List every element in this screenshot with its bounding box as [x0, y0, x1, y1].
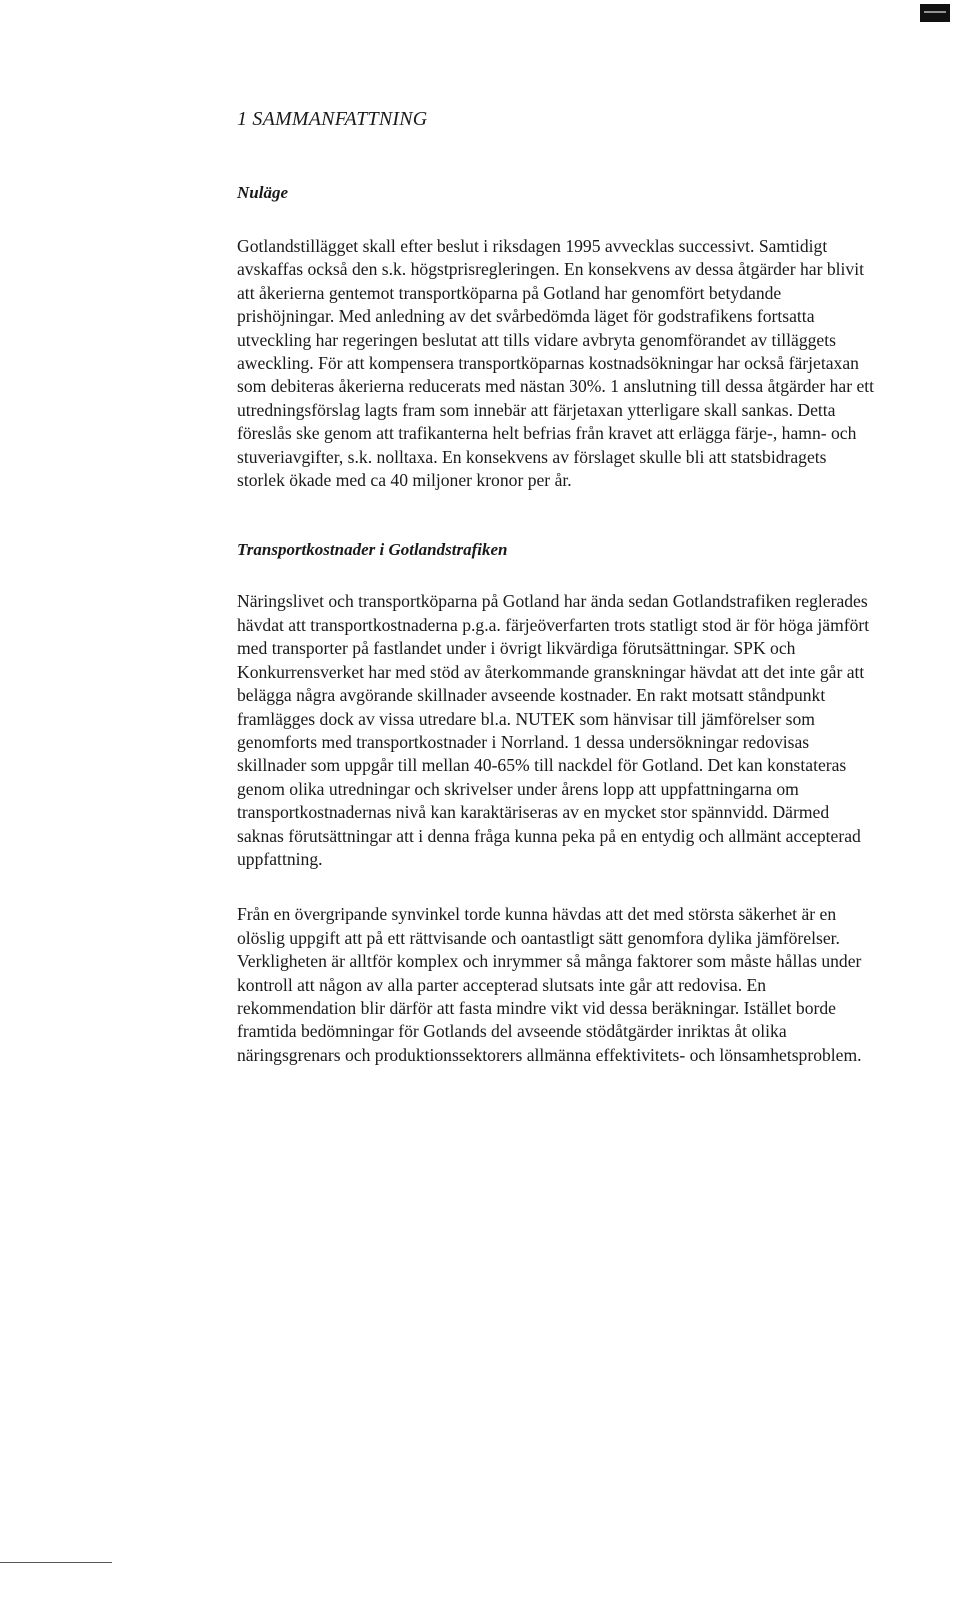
paragraph-transportkostnader-2: Från en övergripande synvinkel torde kunna hävdas att det med största säkerhet är en olöslig uppgift att på ett rättvisande och oantastligt sätt genomfora dylika jämförelser. Verkligheten är alltför komplex och inrymmer så många faktorer som måste hållas under kontroll att någon av alla parter accepterad slutsats inte går att redovisa. En rekommendation blir därför att fasta mindre vikt vid dessa beräkningar. Istället borde framtida bedömningar för Gotlands del avseende stödåtgärder inriktas åt olika näringsgrenars och produktionssektorers allmänna effektivitets- och lönsamhetsproblem. — [237, 904, 862, 1065]
document-body — [237, 108, 877, 1067]
section-heading-nulage: Nuläge — [237, 183, 288, 202]
section-heading-transportkostnader: Transportkostnader i Gotlandstrafiken — [237, 540, 508, 560]
corner-registration-mark — [920, 4, 950, 22]
paragraph-nulage: Gotlandstillägget skall efter beslut i riksdagen 1995 avvecklas successivt. Samtidigt avskaffas också den s.k. högstprisregleringen. En konsekvens av dessa åtgärder har blivit att åkerierna gentemot transportköparna på Gotland har genomfört betydande prishöjningar. Med anledning av det svårbedömda läget för godstrafikens fortsatta utveckling har regeringen beslutat att tills vidare avbryta genomförandet av tilläggets aweckling. För att kompensera transportköparnas kostnadsökningar har också färjetaxan som debiteras åkerierna reducerats med nästan 30%. 1 anslutning till dessa åtgärder har ett utredningsförslag lagts fram som innebär att färjetaxan ytterligare skall sankas. Detta föreslås ske genom att trafikanterna helt befrias från kravet att erlägga färje-, hamn- och stuveriavgifter, s.k. nolltaxa. En konsekvens av förslaget skulle bli att statsbidragets storlek ökade med ca 40 miljoner kronor per år. — [237, 236, 875, 491]
main-heading: 1 SAMMANFATTNING — [237, 108, 428, 130]
footnote-divider — [0, 1562, 112, 1563]
paragraph-transportkostnader-1: Näringslivet och transportköparna på Gotland har ända sedan Gotlandstrafiken reglerades hävdat att transportkostnaderna p.g.a. färjeöverfarten trots statligt stod är för höga jämfört med transporter på fastlandet under i övrigt likvärdiga förutsättningar. SPK och Konkurrensverket har med stöd av återkommande granskningar hävdat att det inte går att belägga några avgörande skillnader avseende kostnader. En rakt motsatt ståndpunkt framlägges dock av vissa utredare bl.a. NUTEK som hänvisar till jämförelser som genomforts med transportkostnader i Norrland. 1 dessa undersökningar redovisas skillnader som uppgår till mellan 40-65% till nackdel för Gotland. Det kan konstateras genom olika utredningar och skrivelser under årens lopp att uppfattningarna om transportkostnadernas nivå kan karaktäriseras av en mycket stor spännvidd. Därmed saknas förutsättningar att i denna fråga kunna peka på en entydig och allmänt accepterad uppfattning. — [237, 591, 870, 869]
